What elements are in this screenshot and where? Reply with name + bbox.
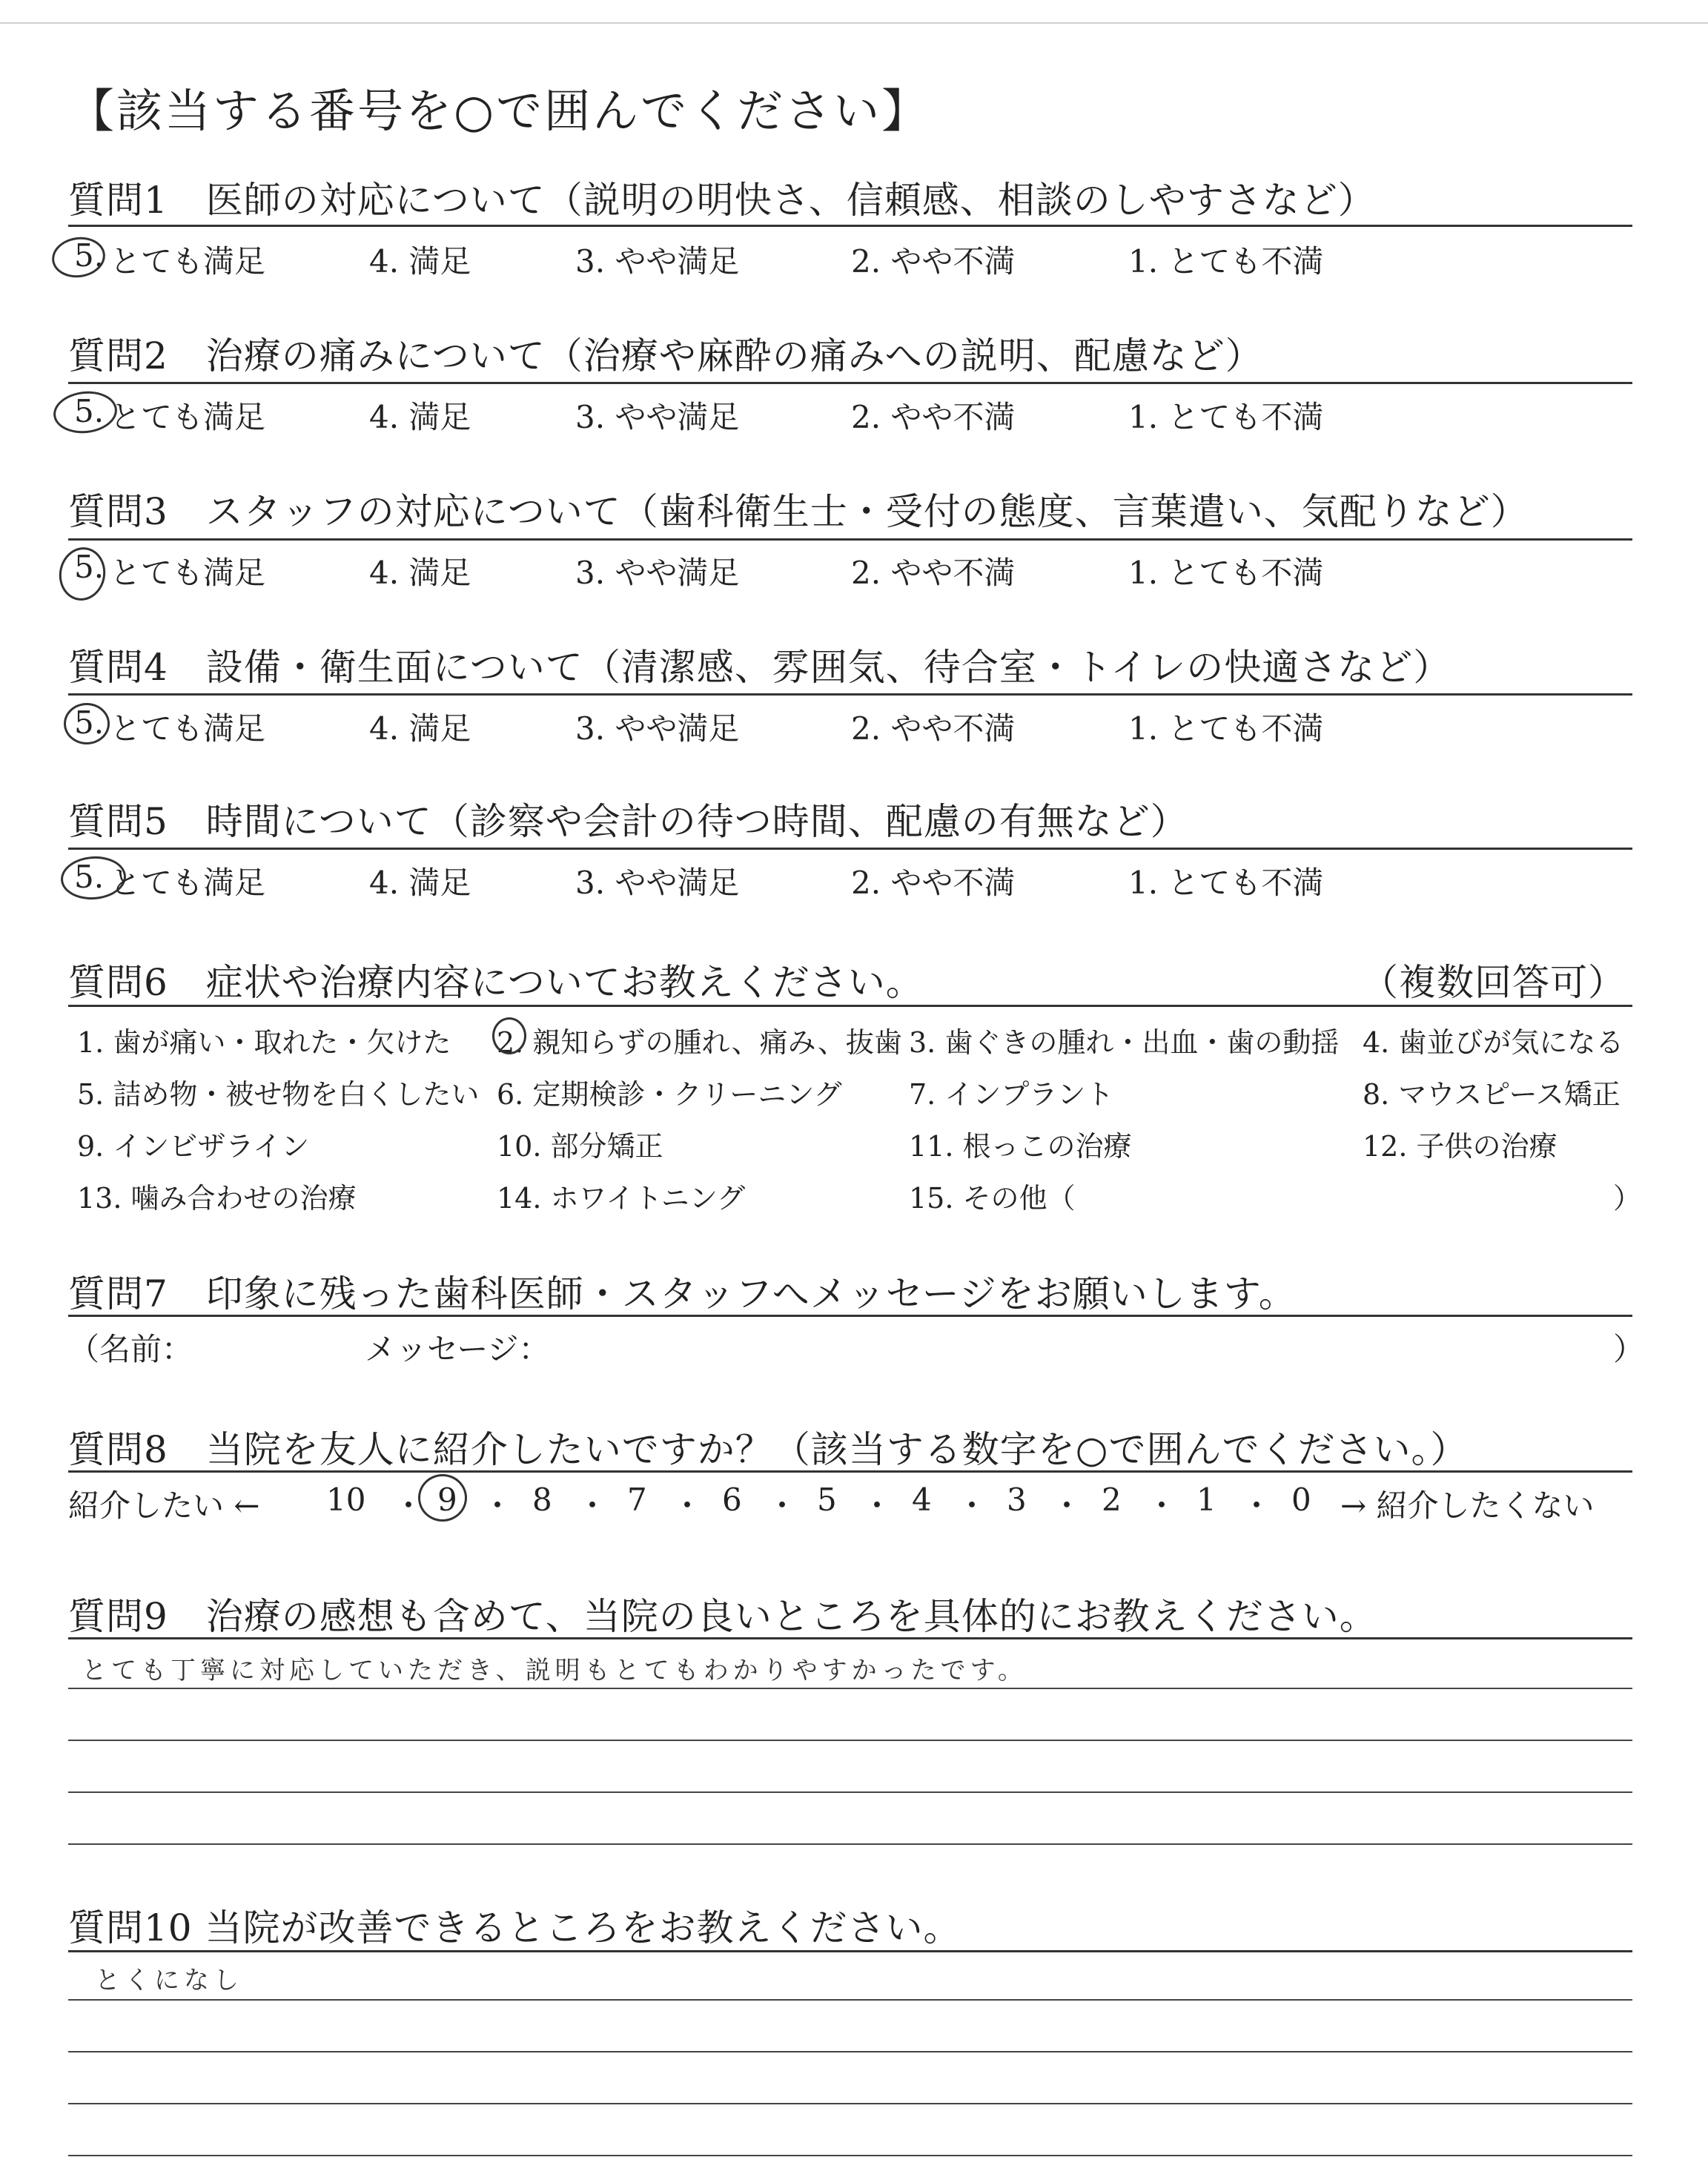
q8-right-label: → 紹介したくない: [1340, 1487, 1595, 1524]
q3-option-1: 1. とても不満: [1128, 555, 1324, 591]
q2-option-5-number: 5.: [74, 393, 105, 429]
question-4-label: 質問4 設備・衛生面について（清潔感、雰囲気、待合室・トイレの快適さなど）: [68, 646, 1452, 689]
question-9-label: 質問9 治療の感想も含めて、当院の良いところを具体的にお教えください。: [68, 1595, 1377, 1638]
q5-option-2: 2. やや不満: [851, 865, 1016, 901]
q9-handwritten-answer: とても丁寧に対応していただき、説明もとてもわかりやすかったです。: [82, 1656, 1027, 1685]
divider: [68, 1637, 1632, 1639]
q2-option-1: 1. とても不満: [1128, 399, 1324, 435]
answer-circle-q6: [492, 1017, 526, 1054]
answer-line: [68, 1843, 1632, 1845]
answer-line: [68, 2051, 1632, 2052]
scale-dot: ・: [1241, 1487, 1273, 1524]
question-10-label: 質問10 当院が改善できるところをお教えください。: [68, 1906, 961, 1949]
page-title: 【該当する番号を○で囲んでください】: [68, 84, 930, 138]
divider: [68, 382, 1632, 384]
q6-item-15: 15. その他（: [909, 1182, 1076, 1215]
q6-item-8: 8. マウスピース矯正: [1363, 1078, 1621, 1111]
q1-option-1: 1. とても不満: [1128, 243, 1324, 280]
scale-dot: ・: [767, 1487, 798, 1524]
q4-option-1: 1. とても不満: [1128, 710, 1324, 747]
q5-option-4: 4. 満足: [369, 865, 471, 901]
answer-line: [68, 1999, 1632, 2001]
question-3-label: 質問3 スタッフの対応について（歯科衛生士・受付の態度、言葉遣い、気配りなど）: [68, 490, 1529, 533]
answer-line: [68, 2155, 1632, 2156]
q6-item-15-close: ）: [1613, 1182, 1642, 1215]
q4-option-2: 2. やや不満: [851, 710, 1016, 747]
q1-option-4: 4. 満足: [369, 243, 471, 280]
q7-name-label: （名前：: [68, 1331, 193, 1367]
q3-option-5-number: 5.: [74, 549, 105, 585]
q3-option-3: 3. やや満足: [575, 555, 740, 591]
q2-option-2: 2. やや不満: [851, 399, 1016, 435]
scale-dot: ・: [577, 1487, 609, 1524]
q1-option-5: とても満足: [110, 243, 266, 280]
q5-option-5-number: 5.: [74, 859, 105, 895]
q6-multiple-note: （複数回答可）: [1361, 961, 1626, 1004]
scale-dot: ・: [672, 1487, 704, 1524]
q8-left-label: 紹介したい ←: [68, 1487, 260, 1524]
q4-option-3: 3. やや満足: [575, 710, 740, 747]
answer-circle-q8: [418, 1474, 467, 1522]
divider: [68, 225, 1632, 227]
question-1-label: 質問1 医師の対応について（説明の明快さ、信頼感、相談のしやすさなど）: [68, 179, 1376, 222]
q8-scale-4: 4: [912, 1482, 932, 1518]
q6-item-12: 12. 子供の治療: [1363, 1130, 1558, 1163]
q6-item-4: 4. 歯並びが気になる: [1363, 1026, 1624, 1059]
divider: [68, 848, 1632, 850]
q4-option-5-number: 5.: [74, 704, 105, 741]
q2-option-5: とても満足: [110, 399, 266, 435]
q8-scale-0: 0: [1291, 1482, 1311, 1518]
question-8-label: 質問8 当院を友人に紹介したいですか？（該当する数字を○で囲んでください。）: [68, 1428, 1469, 1471]
q4-option-5: とても満足: [110, 710, 266, 747]
scale-dot: ・: [393, 1487, 425, 1524]
top-edge-line: [0, 22, 1708, 24]
scale-dot: ・: [1146, 1487, 1178, 1524]
q6-item-9: 9. インビザライン: [77, 1130, 310, 1163]
answer-circle-q2: [51, 389, 119, 437]
q5-option-3: 3. やや満足: [575, 865, 740, 901]
q8-scale-8: 8: [532, 1482, 552, 1518]
question-7-label: 質問7 印象に残った歯科医師・スタッフへメッセージをお願いします。: [68, 1272, 1297, 1315]
divider: [68, 1470, 1632, 1473]
q3-option-2: 2. やや不満: [851, 555, 1016, 591]
answer-line: [68, 1740, 1632, 1741]
q2-option-3: 3. やや満足: [575, 399, 740, 435]
question-6-label: 質問6 症状や治療内容についてお教えください。: [68, 961, 924, 1004]
q8-scale-6: 6: [722, 1482, 742, 1518]
q6-item-10: 10. 部分矯正: [497, 1130, 663, 1163]
divider: [68, 693, 1632, 696]
scale-dot: ・: [1051, 1487, 1083, 1524]
divider: [68, 538, 1632, 541]
q8-scale-2: 2: [1102, 1482, 1122, 1518]
scale-dot: ・: [482, 1487, 514, 1524]
q8-scale-7: 7: [627, 1482, 647, 1518]
q8-scale-9: 9: [437, 1482, 457, 1518]
q7-message-label: メッセージ：: [365, 1331, 550, 1367]
answer-line: [68, 1791, 1632, 1793]
q6-item-1: 1. 歯が痛い・取れた・欠けた: [77, 1026, 451, 1059]
q6-item-6: 6. 定期検診・クリーニング: [497, 1078, 842, 1111]
q3-option-5: とても満足: [110, 555, 266, 591]
question-5-label: 質問5 時間について（診察や会計の待つ時間、配慮の有無など）: [68, 800, 1188, 843]
answer-line: [68, 2103, 1632, 2104]
answer-line: [68, 1688, 1632, 1689]
divider: [68, 1005, 1632, 1007]
q6-item-3: 3. 歯ぐきの腫れ・出血・歯の動揺: [909, 1026, 1340, 1059]
q6-item-14: 14. ホワイトニング: [497, 1182, 746, 1215]
q2-option-4: 4. 満足: [369, 399, 471, 435]
q1-option-3: 3. やや満足: [575, 243, 740, 280]
scale-dot: ・: [956, 1487, 988, 1524]
q8-scale-3: 3: [1007, 1482, 1027, 1518]
q5-option-5: とても満足: [110, 865, 266, 901]
q7-close-paren: ）: [1613, 1331, 1645, 1367]
q6-item-7: 7. インプラント: [909, 1078, 1114, 1111]
q10-handwritten-answer: とくになし: [95, 1966, 243, 1995]
divider: [68, 1950, 1632, 1952]
q8-scale-10: 10: [326, 1482, 366, 1518]
divider: [68, 1315, 1632, 1317]
q3-option-4: 4. 満足: [369, 555, 471, 591]
q5-option-1: 1. とても不満: [1128, 865, 1324, 901]
q6-item-13: 13. 噛み合わせの治療: [77, 1182, 357, 1215]
q6-item-5: 5. 詰め物・被せ物を白くしたい: [77, 1078, 480, 1111]
answer-circle-q4: [64, 703, 110, 744]
q6-item-2: 2. 親知らずの腫れ、痛み、抜歯: [497, 1026, 902, 1059]
q8-scale-1: 1: [1196, 1482, 1217, 1518]
question-2-label: 質問2 治療の痛みについて（治療や麻酔の痛みへの説明、配慮など）: [68, 334, 1263, 377]
q4-option-4: 4. 満足: [369, 710, 471, 747]
scale-dot: ・: [861, 1487, 893, 1524]
q1-option-5-number: 5.: [74, 237, 105, 274]
q1-option-2: 2. やや不満: [851, 243, 1016, 280]
q8-scale-5: 5: [817, 1482, 837, 1518]
q6-item-11: 11. 根っこの治療: [909, 1130, 1132, 1163]
